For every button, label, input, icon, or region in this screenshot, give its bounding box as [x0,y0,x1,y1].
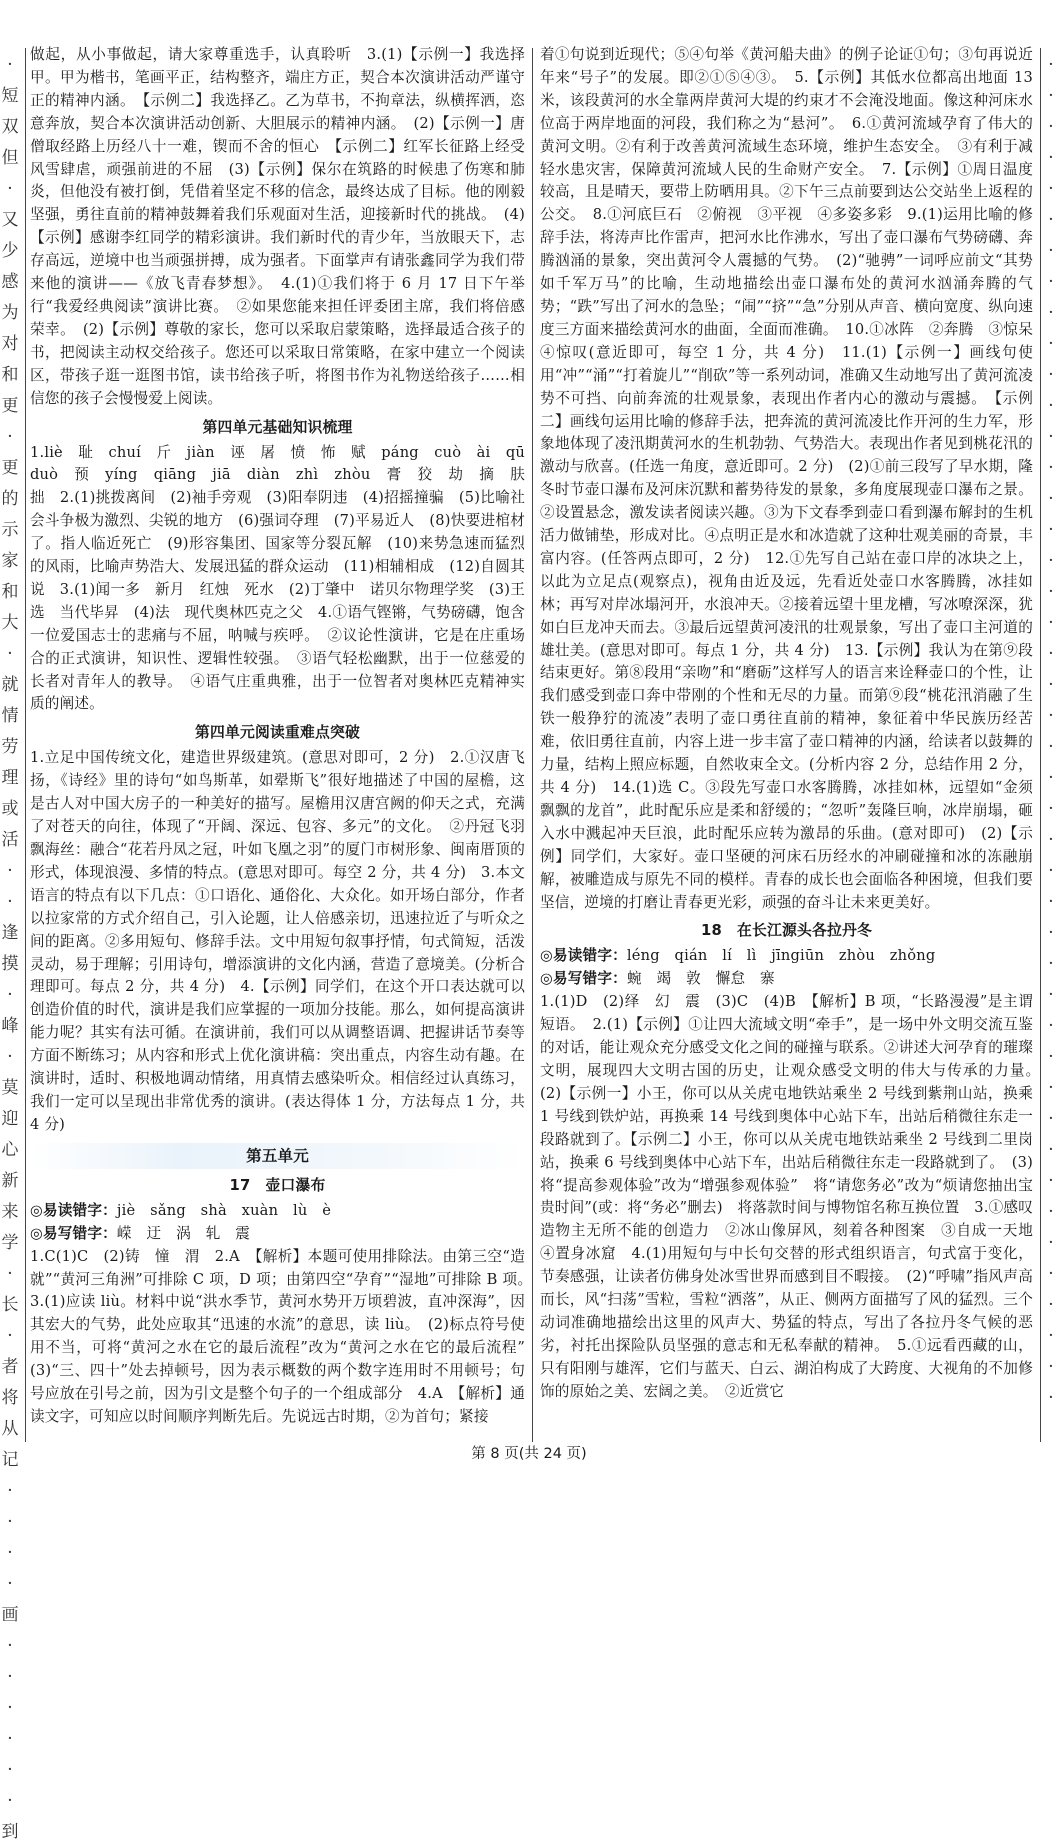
edge-left-char: · [7,1667,13,1687]
edge-right-char: · [1048,830,1054,850]
edge-left-char: · [7,427,13,447]
edge-right-char: · [1048,1078,1054,1098]
edge-right-char: · [1048,1233,1054,1253]
edge-left-char: 或 [1,799,19,819]
edge-right-char: · [1048,1016,1054,1036]
continued-answers-unit-4: 做起，从小事做起，请大家尊重选手，认真聆听 3.(1)【示例一】我选择甲。甲为楷书，笔画平正，结构整齐，端庄方正，契合本次演讲活动严谨守正的精神内涵。 【示例二】我选择乙。乙为草书，不拘章法，纵横挥洒，恣意奔放，契合本次演讲活动创新、大胆展示的精神内涵。 (2)【示例一】唐僧取经路上历经八十一难，锲而不舍的恒心 【示例二】红军长征路上经受风雪肆虐，顽强前进的不屈 (3)【示例】保尔在筑路的时候患了伤寒和肺炎，但他没有被打倒，凭借着坚定不移的信念，最终达成了目标。他的刚毅坚强，勇往直前的精神鼓舞着我们乐观面对生活，迎接新时代的挑战。 (4)【示例】感谢李红同学的精彩演讲。我们新时代的青少年，当放眼天下，志存高远，逆境中也当顽强拼搏，成为强者。下面掌声有请张鑫同学为我们带来他的演讲——《放飞青春梦想》。 4.(1)①我们将于 6 月 17 日下午举行“我爱经典阅读”演讲比赛。 ②如果您能来担任评委团主席，我们将倍感荣幸。 (2)【示例】尊敬的家长，您可以采取启蒙策略，选择最适合孩子的书，把阅读主动权交给孩子。您还可以采取日常策略，在家中建立一个阅读区，带孩子逛一逛图书馆，读书给孩子听，将图书作为礼物送给孩子……相信您的孩子会慢慢爱上阅读。 [30,46,525,407]
right-edge-divider [1040,48,1041,1442]
edge-left-char: · [7,1729,13,1749]
edge-right-char: · [1048,520,1054,540]
lesson17-easy-read [30,1200,525,1223]
edge-left-char: 心 [1,1140,19,1160]
page-footer [0,1442,1058,1463]
edge-right-char: · [1048,1202,1054,1222]
edge-right-char: · [1048,1357,1054,1377]
edge-left-char: 记 [1,1450,19,1470]
edge-right-char: · [1048,117,1054,137]
edge-left-char: 摸 [1,954,19,974]
section-title-unit4-basics: 第四单元基础知识梳理 [202,418,353,436]
lesson18-title: 18 在长江源头各拉丹冬 [701,922,872,940]
edge-right-char: · [1048,1047,1054,1067]
edge-right-char: · [1048,303,1054,323]
edge-left-char: · [7,892,13,912]
edge-left-char: · [7,55,13,75]
left-column [30,44,540,1438]
next-page-edge [1044,50,1058,1440]
page-number: 第 8 页(共 24 页) [471,1446,587,1462]
edge-left-char: · [7,1264,13,1284]
edge-left-char: 劳 [1,737,19,757]
edge-right-char: · [1048,427,1054,447]
edge-right-char: · [1048,892,1054,912]
edge-right-char: · [1048,644,1054,664]
edge-right-char: · [1048,334,1054,354]
edge-right-char: · [1048,241,1054,261]
edge-left-char: 短 [1,86,19,106]
lesson17-answers-continued: 着①句说到近现代；⑤④句举《黄河船夫曲》的例子论证①句；③句再说近年来“号子”的发展。即②①⑤④③。 5.【示例】其低水位都高出地面 13 米，该段黄河的水全靠两岸黄河大堤的约束才不会淹没地面。像这种河床水位高于两岸地面的河段，我们称之为“悬河”。 6.①黄河流域孕育了伟大的黄河文明。②有利于改善黄河流域生态环境，维护生态安全。 ③有利于减轻水患灾害，保障黄河流域人民的生命财产安全。 7.【示例】①周日温度较高，且是晴天，要带上防晒用具。②下午三点前要到达公交站坐上返程的公交。 8.①河底巨石 ②俯视 ③平视 ④多姿多彩 9.(1)运用比喻的修辞手法，将涛声比作雷声，把河水比作沸水，写出了壶口瀑布气势磅礴、奔腾汹涌的景象，突出黄河令人震撼的气势。 (2)“驰骋”一词呼应前文“其势如千军万马”的比喻，生动地描绘出壶口瀑布处的黄河水汹涌奔腾的气势；“跌”写出了河水的急坠；“闹”“挤”“急”分别从声音、横向宽度、纵向速度三方面来描绘黄河水的曲面，全面而准确。 10.①冰阵 ②奔腾 ③惊呆 ④惊叹(意近即可，每空 1 分，共 4 分) 11.(1)【示例一】画线句使用“冲”“涌”“打着旋儿”“削砍”等一系列动词，准确又生动地写出了黄河流凌势不可挡、向前奔流的壮观景象，表现出作者内心的激动与震撼。 【示例二】画线句运用比喻的修辞手法，把奔流的黄河流凌比作开河的生力军，形象地体现了凌汛期黄河水的生机勃勃、气势浩大。表现出作者见到桃花汛的激动与欣喜。(任选一角度，意近即可。2 分) (2)①前三段写了早水期，隆冬时节壶口瀑布及河床沉默和蓄势待发的景象，多角度展现壶口瀑布之景。②设置悬念，激发读者阅读兴趣。③为下文春季到壶口看到瀑布解封的生机活力做铺垫，形成对比。④点明正是水和冰造就了这种壮观美丽的奇景，丰富内容。(任答两点即可，2 分) 12.①先写自己站在壶口岸的冰块之上，以此为立足点(观察点)，视角由近及远，先看近处壶口水客腾腾，冰挂如林；再写对岸冰塌河开，水浪冲天。②接着远望十里龙槽，写冰嘹深深，犹如白巨龙冲天而去。③最后远望黄河凌汛的壮观景象，写出了壶口主河道的雄壮美。(意思对即可。每点 1 分，共 4 分) 13.【示例】我认为在第⑨段结束更好。第⑧段用“亲吻”和“磨砺”这样写人的语言来诠释壶口的个性，让我们感受到壶口奔中带刚的个性和无尽的力量。而第⑨段“桃花汛消融了生铁一般狰狞的流凌”表明了壶口勇往直前的精神，象征着中华民族历经苦难，依旧勇往直前，内容上进一步丰富了壶口精神的内涵，给读者以鼓舞的力量，结构上照应标题，自然收束全文。(分析内容 2 分，总结作用 2 分，共 4 分) 14.(1)选 C。③段先写壶口水客腾腾，冰挂如林，远望如“金须飘飘的龙首”，此时配乐应是柔和舒缓的；“忽听”轰隆巨响，冰岸崩塌，砸入水中溅起冲天巨浪，此时配乐应转为激昂的乐曲。(意对即可) (2)【示例】同学们，大家好。壶口坚硬的河床石历经水的冲刷碰撞和冰的冻融崩解，被雕造成与原先不同的模样。青春的成长也会面临各种困境，但我们要坚信，逆境的打磨让青春更光彩，顽强的奋斗让未来更美好。 [540,46,1048,911]
edge-left-char: 逢 [1,923,19,943]
edge-left-char: · [7,861,13,881]
edge-left-char: 来 [1,1202,19,1222]
edge-left-char: 对 [1,334,19,354]
edge-left-char: 家 [1,551,19,571]
edge-left-char: 情 [1,706,19,726]
edge-right-char: · [1048,861,1054,881]
easy-write-label: ◎易写错字： [30,1224,117,1242]
edge-right-char: · [1048,675,1054,695]
edge-left-char: 画 [1,1605,19,1625]
edge-left-char: 莫 [1,1078,19,1098]
edge-left-char: 从 [1,1419,19,1439]
previous-page-edge [0,50,20,1842]
easy-read-items: léng qián lí lì jīngiūn zhòu zhǒng [626,947,936,965]
edge-left-char: 活 [1,830,19,850]
edge-right-char: · [1048,768,1054,788]
edge-left-char: 感 [1,272,19,292]
unit4-basics-answers: 1.liè 耻 chuí 斤 jiàn 诬 屠 愤 怖 赋 páng cuò ài qū duò 预 yíng qiāng jiā diàn zhì zhòu 膏 狡 劫 摘 肤 拙 2.(1)挑拨离间 (2)袖手旁观 (3)阳奉阴违 (4)招摇撞骗 (5)比喻社会斗争极为激烈、尖锐的地方 (6)强词夺理 (7)平易近人 (8)快要进棺材了。指人临近死亡 (9)形容集团、国家等分裂瓦解 (10)来势急速而猛烈的风雨，比喻声势浩大、发展迅猛的群众运动 (11)相辅相成 (12)自圆其说 3.(1)闻一多 新月 红烛 死水 (2)丁肇中 诺贝尔物理学奖 (3)王选 当代毕昇 (4)法 现代奥林匹克之父 4.①语气铿锵，气势磅礴，饱含一位爱国志士的悲痛与不屈，呐喊与疾呼。 ②议论性演讲，它是在庄重场合的正式演讲，知识性、逻辑性较强。 ③语气轻松幽默，出于一位慈爱的长者对青年人的教导。 ④语气庄重典雅，出于一位智者对奥林匹克精神实质的阐述。 [30,443,540,713]
edge-right-char: · [1048,210,1054,230]
edge-right-char: · [1048,272,1054,292]
lesson17-easy-write [30,1223,525,1246]
edge-left-char: 大 [1,613,19,633]
edge-right-char: · [1048,148,1054,168]
edge-left-char: 和 [1,365,19,385]
edge-left-char: · [7,1760,13,1780]
lesson18-answers: 1.(1)D (2)绎 幻 震 (3)C (4)B 【解析】B 项，“长路漫漫”是主谓短语。 2.(1)【示例】①让四大流域文明“牵手”，是一场中外文明交流互鉴的对话，能让观众充分感受文化之间的碰撞与联系。②讲述大河孕育的璀璨文明，展现四大文明古国的历史，让观众感受文明的伟大与传承的力量。 (2)【示例一】小王，你可以从关虎屯地铁站乘坐 2 号线到紫荆山站，换乘 1 号线到铁炉站，再换乘 14 号线到奥体中心站下车，出站后稍微往东走一段路就到了。【示例二】小王，你可以从关虎屯地铁站乘坐 2 号线到二里岗站，换乘 6 号线到奥体中心站下车，出站后稍微往东走一段路就到了。 (3)将“提高参观体验”改为“增强参观体验” 将“请您务必”改为“烦请您抽出宝贵时间”(或：将“务必”删去) 将落款时间与博物馆名称互换位置 3.①感叹造物主无所不能的创造力 ②冰山像屏风，刻着各种图案 ③自成一天地 ④置身冰窟 4.(1)用短句与中长句交替的形式组织语言，句式富于变化，节奏感强，让读者仿佛身处冰雪世界而感到目不暇接。 (2)“呼啸”指风声高而长，风“扫荡”雪粒，雪粒“洒落”，从正、侧两方面描写了风的猛烈。三个动词准确地描绘出这里的风声大、势猛的特点，写出了各拉丹冬气候的恶劣，衬托出探险队员坚强的意志和无私奉献的精神。 5.①远看西藏的山，只有阳刚与雄浑，它们与蓝天、白云、湖泊构成了大跨度、大视角的不加修饰的原始之美、宏阔之美。 ②近赏它 [540,993,1048,1400]
edge-left-char: 和 [1,582,19,602]
lesson18-easy-write [540,968,1033,991]
edge-left-char: 就 [1,675,19,695]
edge-left-char: 学 [1,1233,19,1253]
edge-left-char: 的 [1,489,19,509]
edge-left-char: 双 [1,117,19,137]
lesson18-easy-read [540,945,1033,968]
edge-left-char: · [7,1791,13,1811]
edge-left-char: 到 [1,1822,19,1842]
edge-right-char: · [1048,737,1054,757]
edge-left-char: 将 [1,1388,19,1408]
edge-right-char: · [1048,954,1054,974]
edge-left-char: 者 [1,1357,19,1377]
edge-left-char: · [7,1326,13,1346]
edge-right-char: · [1048,489,1054,509]
unit5-banner [30,1143,525,1169]
edge-right-char: · [1048,706,1054,726]
edge-right-char: · [1048,179,1054,199]
edge-left-char: 但 [1,148,19,168]
edge-left-char: 少 [1,241,19,261]
edge-left-char: 更 [1,396,19,416]
edge-right-char: · [1048,1171,1054,1191]
edge-left-char: · [7,1481,13,1501]
edge-left-char: 新 [1,1171,19,1191]
edge-left-char: · [7,1574,13,1594]
lesson17-answers: 1.C(1)C (2)铸 憧 渭 2.A 【解析】本题可使用排除法。由第三空“造就”“黄河三角洲”可排除 C 项，D 项；由第四空“孕育”“湿地”可排除 B 项。 3.(1)应读 liù。材料中说“洪水季节，黄河水势开万顷碧波，直冲深海”，因其宏大的气势，此处应取其“迅速的水流”的意思，读 liù。 (2)标点符号使用不当，可将“黄河之水在它的最后流程”改为“黄河之水在它的最后流程” (3)“三、四十”处去掉顿号，因为表示概数的两个数字连用时不用顿号；句号应放在引号之前，因为引文是整个句子的一个组成部分 4.A 【解析】通读文字，可知应以时间顺序判断先后。先说远古时期，②为首句；紧接 [30,1247,540,1425]
edge-left-char: 迎 [1,1109,19,1129]
edge-right-char: · [1048,1109,1054,1129]
edge-left-char: · [7,1543,13,1563]
edge-right-char: · [1048,1326,1054,1346]
edge-right-char: · [1048,923,1054,943]
edge-left-char: 理 [1,768,19,788]
edge-left-char: · [7,644,13,664]
edge-left-char: 示 [1,520,19,540]
unit5-title: 第五单元 [246,1146,309,1165]
edge-right-char: · [1048,458,1054,478]
edge-right-char: · [1048,985,1054,1005]
section-title-unit4-reading: 第四单元阅读重难点突破 [195,724,360,742]
easy-write-items: 蜿 竭 敦 懈怠 寨 [626,970,775,988]
left-edge-divider [25,48,26,1442]
edge-left-char: 为 [1,303,19,323]
edge-right-char: · [1048,1388,1054,1408]
edge-left-char: 更 [1,458,19,478]
edge-right-char: · [1048,582,1054,602]
edge-right-char: · [1048,86,1054,106]
edge-left-char: 长 [1,1295,19,1315]
edge-left-char: · [7,1636,13,1656]
edge-left-char: · [7,1698,13,1718]
edge-right-char: · [1048,799,1054,819]
edge-right-char: · [1048,613,1054,633]
edge-left-char: · [7,985,13,1005]
unit4-reading-answers: 1.立足中国传统文化，建造世界级建筑。(意思对即可，2 分) 2.①汉唐飞扬，《诗经》里的诗句“如鸟斯革，如翚斯飞”很好地描述了中国的屋檐，这是古人对中国大房子的一种美好的描写。屋檐用汉唐宫阙的仰天之式，充满了对苍天的向往，体现了“开阔、深远、包容、多元”的文化。 ②丹冠飞羽飘海丝：融合“花若丹凤之冠，叶如飞凰之羽”的厦门市树形象、闽南厝顶的形式，体现浪漫、多情的特点。(意思对即可。每空 2 分，共 4 分) 3.本文语言的特点有以下几点：①口语化、通俗化、大众化。如开场白部分，作者以拉家常的方式介绍自己，引入论题，让人倍感亲切，迅速拉近了与听众之间的距离。②多用短句、修辞手法。文中用短句叙事抒情，句式简短，活泼灵动，易于理解；引用诗句，增添演讲的文化内涵，营造了意境美。(分析合理即可。每点 2 分，共 4 分) 4.【示例】同学们，在这个开口表达就可以创造价值的时代，演讲是我们应掌握的一项加分技能。那么，如何提高演讲能力呢？其实有法可循。在演讲前，我们可以从调整语调、把握讲话节奏等方面不断练习；从内容和形式上优化演讲稿：突出重点，内容生动有趣。在演讲时，适时、积极地调动情绪，用真情去感染听众。相信经过认真练习，我们一定可以呈现出非常优秀的演讲。(表达得体 1 分，方法每点 1 分，共 4 分) [30,749,525,1133]
edge-left-char: 峰 [1,1016,19,1036]
easy-read-label: ◎易读错字： [540,947,627,965]
easy-read-label: ◎易读错字： [30,1201,117,1219]
edge-right-char: · [1048,55,1054,75]
edge-right-char: · [1048,1140,1054,1160]
edge-left-char: 又 [1,210,19,230]
edge-right-char: · [1048,1295,1054,1315]
edge-right-char: · [1048,551,1054,571]
easy-write-label: ◎易写错字： [540,970,627,988]
lesson17-title: 17 壶口瀑布 [229,1176,326,1194]
easy-read-items: jiè sǎng shà xuàn lù è [116,1201,332,1219]
edge-right-char: · [1048,365,1054,385]
edge-left-char: · [7,1047,13,1067]
edge-left-char: · [7,1512,13,1532]
edge-right-char: · [1048,1264,1054,1284]
easy-write-items: 嵘 迂 涡 轧 震 [116,1224,251,1242]
column-divider [532,48,533,1442]
edge-left-char: · [7,179,13,199]
edge-right-char: · [1048,396,1054,416]
right-column [540,44,1048,1438]
